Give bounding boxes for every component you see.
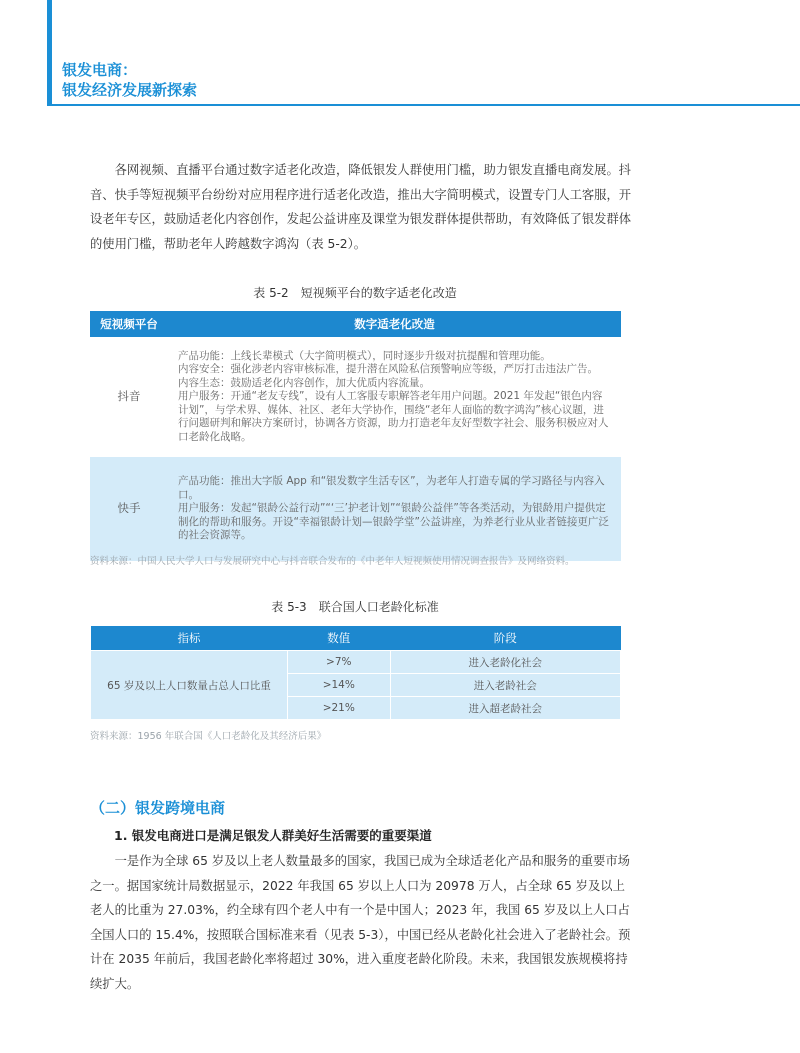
table2-stage-cell: 进入老龄化社会: [390, 651, 620, 674]
table2-stage-cell: 进入老龄社会: [390, 674, 620, 697]
section-paragraph: [90, 849, 636, 996]
section-title: （二）银发跨境电商: [90, 799, 226, 817]
intro-text: 各网视频、直播平台通过数字适老化改造，降低银发人群使用门槛，助力银发直播电商发展。抖音、快手等短视频平台纷纷对应用程序进行适老化改造，推出大字简明模式，设置专门人工客服，开设老年专区，鼓励适老化内容创作，发起公益讲座及课堂为银发群体提供帮助，有效降低了银发群体的使用门槛，帮助老年人跨越数字鸿沟（表 5-2）。: [90, 163, 632, 251]
header-title-line1: 银发电商：: [62, 61, 138, 79]
section-subtitle: 1. 银发电商进口是满足银发人群美好生活需要的重要渠道: [114, 828, 432, 843]
table1-caption: 表 5-2 短视频平台的数字适老化改造: [253, 286, 457, 300]
table2-header-stage: 阶段: [390, 626, 620, 651]
table1-desc-line: 内容安全：强化涉老内容审核标准，提升潜在风险私信预警响应等级，严厉打击违法广告。: [178, 363, 598, 376]
table1-platform-cell: 抖音: [90, 337, 168, 457]
table2-value-cell: >7%: [288, 651, 391, 674]
table2-source: 资料来源：1956 年联合国《人口老龄化及其经济后果》: [90, 731, 327, 742]
running-header: [62, 60, 197, 100]
table2-header-value: 数值: [288, 626, 391, 651]
table1-desc-line: 用户服务：发起“银龄公益行动”“‘三’护老计划”“银龄公益伴”等各类活动，为银龄用户提供定制化的帮助和服务。开设“幸福银龄计划—银龄学堂”公益讲座，为养老行业从业者链接更广泛的社会资源等。: [178, 502, 609, 542]
table1-header-transformation: 数字适老化改造: [168, 311, 621, 337]
table1-desc-line: 用户服务：开通“老友专线”，设有人工客服专职解答老年用户问题。2021 年发起“银色内容计划”，与学术界、媒体、社区、老年大学协作，围绕“老年人面临的数字鸿沟”核心议题，进行问题研判和解决方案研讨，协调各方资源，助力打造老年友好型数字社会、服务积极应对人口老龄化战略。: [178, 390, 609, 443]
table-row: [91, 651, 621, 674]
header-divider: [52, 104, 800, 106]
table2-stage-cell: 进入超老龄社会: [390, 697, 620, 720]
header-accent-bar: [47, 0, 52, 106]
table-row: [90, 457, 621, 561]
table1-platform-cell: 快手: [90, 457, 168, 561]
table2-value-cell: >21%: [288, 697, 391, 720]
table2-header-indicator: 指标: [91, 626, 288, 651]
table-row: [90, 337, 621, 457]
table1-desc-line: 产品功能：上线长辈模式（大字简明模式），同时逐步升级对抗提醒和管理功能。: [178, 349, 551, 362]
table1-desc-cell: [168, 337, 621, 457]
intro-paragraph: [90, 158, 636, 256]
table1-desc-line: 内容生态：鼓励适老化内容创作，加大优质内容流量。: [178, 376, 430, 389]
table-5-3: [90, 626, 621, 720]
table2-caption: 表 5-3 联合国人口老龄化标准: [271, 600, 439, 614]
table1-desc-line: 产品功能：推出大字版 App 和“银发数字生活专区”，为老年人打造专属的学习路径与内容入口。: [178, 475, 605, 501]
table-5-2: [90, 311, 621, 561]
table2-value-cell: >14%: [288, 674, 391, 697]
table1-desc-cell: [168, 457, 621, 561]
table2-indicator-cell: 65 岁及以上人口数量占总人口比重: [91, 651, 288, 720]
section-text: 一是作为全球 65 岁及以上老人数量最多的国家，我国已成为全球适老化产品和服务的重要市场之一。据国家统计局数据显示，2022 年我国 65 岁以上人口为 20978 万人，占全球 65 岁及以上老人的比重为 27.03%，约全球有四个老人中有一个是中国人；2023 年，我国 65 岁及以上人口占全国人口的 15.4%，按照联合国标准来看（见表 5-3），中国已经从老龄化社会进入了老龄社会。预计在 2035 年前后，我国老龄化率将超过 30%，进入重度老龄化阶段。未来，我国银发族规模将持续扩大。: [90, 854, 631, 991]
table1-source: 资料来源：中国人民大学人口与发展研究中心与抖音联合发布的《中老年人短视频使用情况调查报告》及网络资料。: [90, 556, 575, 567]
table1-header-platform: 短视频平台: [90, 311, 168, 337]
header-title-line2: 银发经济发展新探索: [62, 81, 198, 99]
